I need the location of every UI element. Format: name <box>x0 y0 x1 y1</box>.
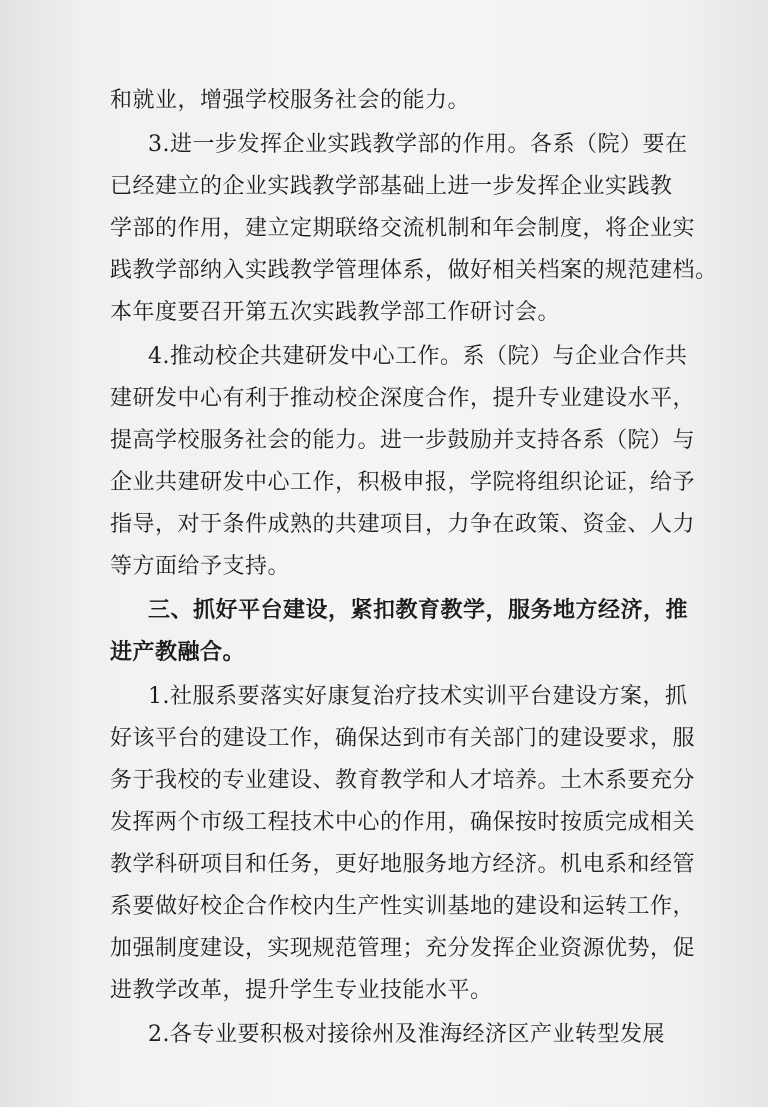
text-line: 系要做好校企合作校内生产性实训基地的建设和运转工作， <box>110 894 696 919</box>
text-line: 2.各专业要积极对接徐州及淮海经济区产业转型发展 <box>148 1022 665 1047</box>
text-line: 进教学改革，提升学生专业技能水平。 <box>110 978 493 1003</box>
text-line: 建研发中心有利于推动校企深度合作，提升专业建设水平， <box>110 386 696 411</box>
text-line: 指导，对于条件成熟的共建项目，力争在政策、资金、人力 <box>110 512 696 537</box>
text-line: 提高学校服务社会的能力。进一步鼓励并支持各系（院）与 <box>110 428 696 453</box>
text-line: 和就业，增强学校服务社会的能力。 <box>110 88 471 113</box>
text-line: 发挥两个市级工程技术中心的作用，确保按时按质完成相关 <box>110 810 696 835</box>
text-line: 3.进一步发挥企业实践教学部的作用。各系（院）要在 <box>148 132 688 157</box>
text-line: 等方面给予支持。 <box>110 554 291 579</box>
text-line: 务于我校的专业建设、教育教学和人才培养。土木系要充分 <box>110 768 696 793</box>
text-line: 加强制度建设，实现规范管理；充分发挥企业资源优势，促 <box>110 936 696 961</box>
text-line: 好该平台的建设工作，确保达到市有关部门的建设要求，服 <box>110 726 696 751</box>
text-line: 企业共建研发中心工作，积极申报，学院将组织论证，给予 <box>110 470 696 495</box>
text-line: 本年度要召开第五次实践教学部工作研讨会。 <box>110 300 561 325</box>
section-heading: 进产教融合。 <box>110 640 246 665</box>
text-line: 4.推动校企共建研发中心工作。系（院）与企业合作共 <box>148 344 688 369</box>
text-line: 教学科研项目和任务，更好地服务地方经济。机电系和经管 <box>110 852 696 877</box>
text-line: 践教学部纳入实践教学管理体系，做好相关档案的规范建档。 <box>110 258 718 283</box>
section-heading: 三、抓好平台建设，紧扣教育教学，服务地方经济，推 <box>148 598 689 623</box>
text-line: 学部的作用，建立定期联络交流机制和年会制度，将企业实 <box>110 216 696 241</box>
text-line: 1.社服系要落实好康复治疗技术实训平台建设方案，抓 <box>148 684 688 709</box>
text-line: 已经建立的企业实践教学部基础上进一步发挥企业实践教 <box>110 174 673 199</box>
